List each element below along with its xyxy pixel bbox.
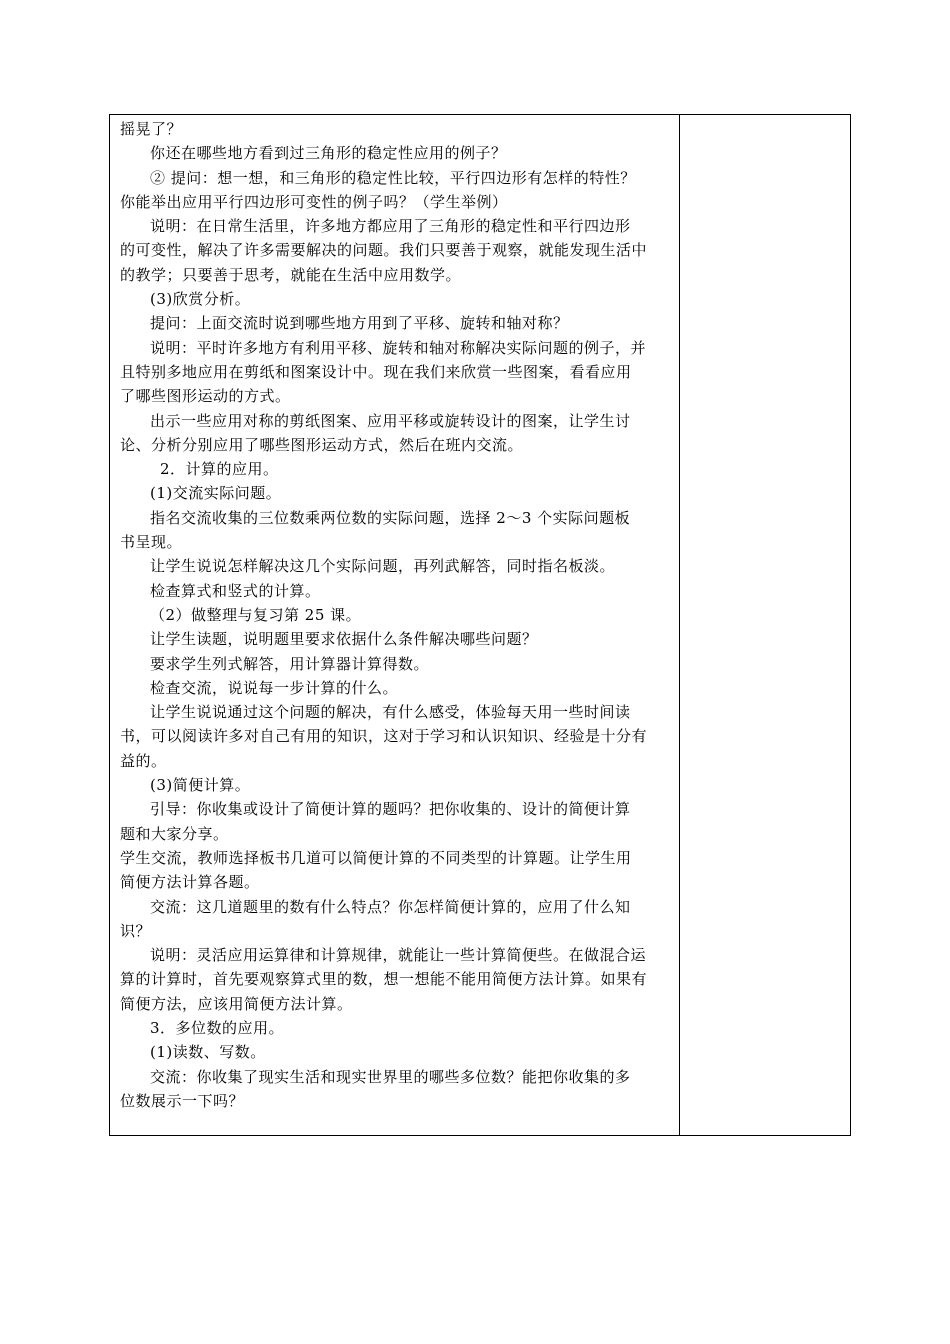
notes-cell <box>680 115 850 1135</box>
text-line: ② 提问：想一想，和三角形的稳定性比较，平行四边形有怎样的特性？ <box>150 168 636 187</box>
text-line: 你还在哪些地方看到过三角形的稳定性应用的例子？ <box>150 144 507 163</box>
text-line: 学生交流，教师选择板书几道可以简便计算的不同类型的计算题。让学生用 <box>120 848 632 867</box>
text-line: 说明：灵活应用运算律和计算规律，就能让一些计算简便些。在做混合运 <box>150 946 647 965</box>
text-line: 益的。 <box>120 751 167 770</box>
text-line: 且特别多地应用在剪纸和图案设计中。现在我们来欣赏一些图案，看看应用 <box>120 362 632 381</box>
text-line: 书，可以阅读许多对自己有用的知识，这对于学习和认识知识、经验是十分有 <box>120 727 648 746</box>
text-line: (3)简便计算。 <box>150 776 251 795</box>
text-line: (3)欣赏分析。 <box>150 290 251 309</box>
text-line: 简便方法，应该用简便方法计算。 <box>120 994 353 1013</box>
text-line: 说明：在日常生活里，许多地方都应用了三角形的稳定性和平行四边形 <box>150 217 631 236</box>
text-line: 让学生读题，说明题里要求依据什么条件解决哪些问题？ <box>150 630 538 649</box>
text-line: (1)读数、写数。 <box>150 1043 266 1062</box>
text-line: 论、分析分别应用了哪些图形运动方式，然后在班内交流。 <box>120 435 524 454</box>
text-line: （2）做整理与复习第 25 课。 <box>150 605 362 624</box>
text-line: 交流：这几道题里的数有什么特点？你怎样简便计算的，应用了什么知 <box>150 897 631 916</box>
text-line: 位数展示一下吗？ <box>120 1091 245 1110</box>
text-line: 要求学生列式解答，用计算器计算得数。 <box>150 654 430 673</box>
text-line: 摇晃了？ <box>120 120 183 138</box>
text-line: 你能举出应用平行四边形可变性的例子吗？（学生举例） <box>120 192 508 211</box>
text-line: 检查交流，说说每一步计算的什么。 <box>150 678 399 697</box>
lesson-text-cell <box>120 117 676 1113</box>
text-line: 3．多位数的应用。 <box>150 1018 285 1037</box>
text-line: 让学生说说通过这个问题的解决，有什么感受，体验每天用一些时间读 <box>150 703 631 722</box>
text-line: 题和大家分享。 <box>120 824 229 843</box>
text-line: 说明：平时许多地方有利用平移、旋转和轴对称解决实际问题的例子，并 <box>150 338 647 357</box>
text-line: 的教学；只要善于思考，就能在生活中应用数学。 <box>120 265 462 284</box>
text-line: 指名交流收集的三位数乘两位数的实际问题，选择 2～3 个实际问题板 <box>150 508 631 527</box>
text-line: 算的计算时，首先要观察算式里的数，想一想能不能用简便方法计算。如果有 <box>120 970 648 989</box>
text-line: 简便方法计算各题。 <box>120 873 260 892</box>
text-line: 2．计算的应用。 <box>160 460 279 479</box>
text-line: 识？ <box>120 921 152 940</box>
text-line: 的可变性，解决了许多需要解决的问题。我们只要善于观察，就能发现生活中 <box>120 241 648 260</box>
text-line: 让学生说说怎样解决这几个实际问题，再列武解答，同时指名板淡。 <box>150 557 616 576</box>
text-line: 交流：你收集了现实生活和现实世界里的哪些多位数？能把你收集的多 <box>150 1067 631 1086</box>
text-line: 书呈现。 <box>120 533 183 552</box>
lesson-table <box>109 114 851 1136</box>
text-line: 了哪些图形运动的方式。 <box>120 387 291 406</box>
text-line: 引导：你收集或设计了简便计算的题吗？把你收集的、设计的简便计算 <box>150 800 631 819</box>
text-line: (1)交流实际问题。 <box>150 484 282 503</box>
text-line: 出示一些应用对称的剪纸图案、应用平移或旋转设计的图案，让学生讨 <box>150 411 631 430</box>
text-line: 提问：上面交流时说到哪些地方用到了平移、旋转和轴对称？ <box>150 314 569 333</box>
text-line: 检查算式和竖式的计算。 <box>150 581 321 600</box>
